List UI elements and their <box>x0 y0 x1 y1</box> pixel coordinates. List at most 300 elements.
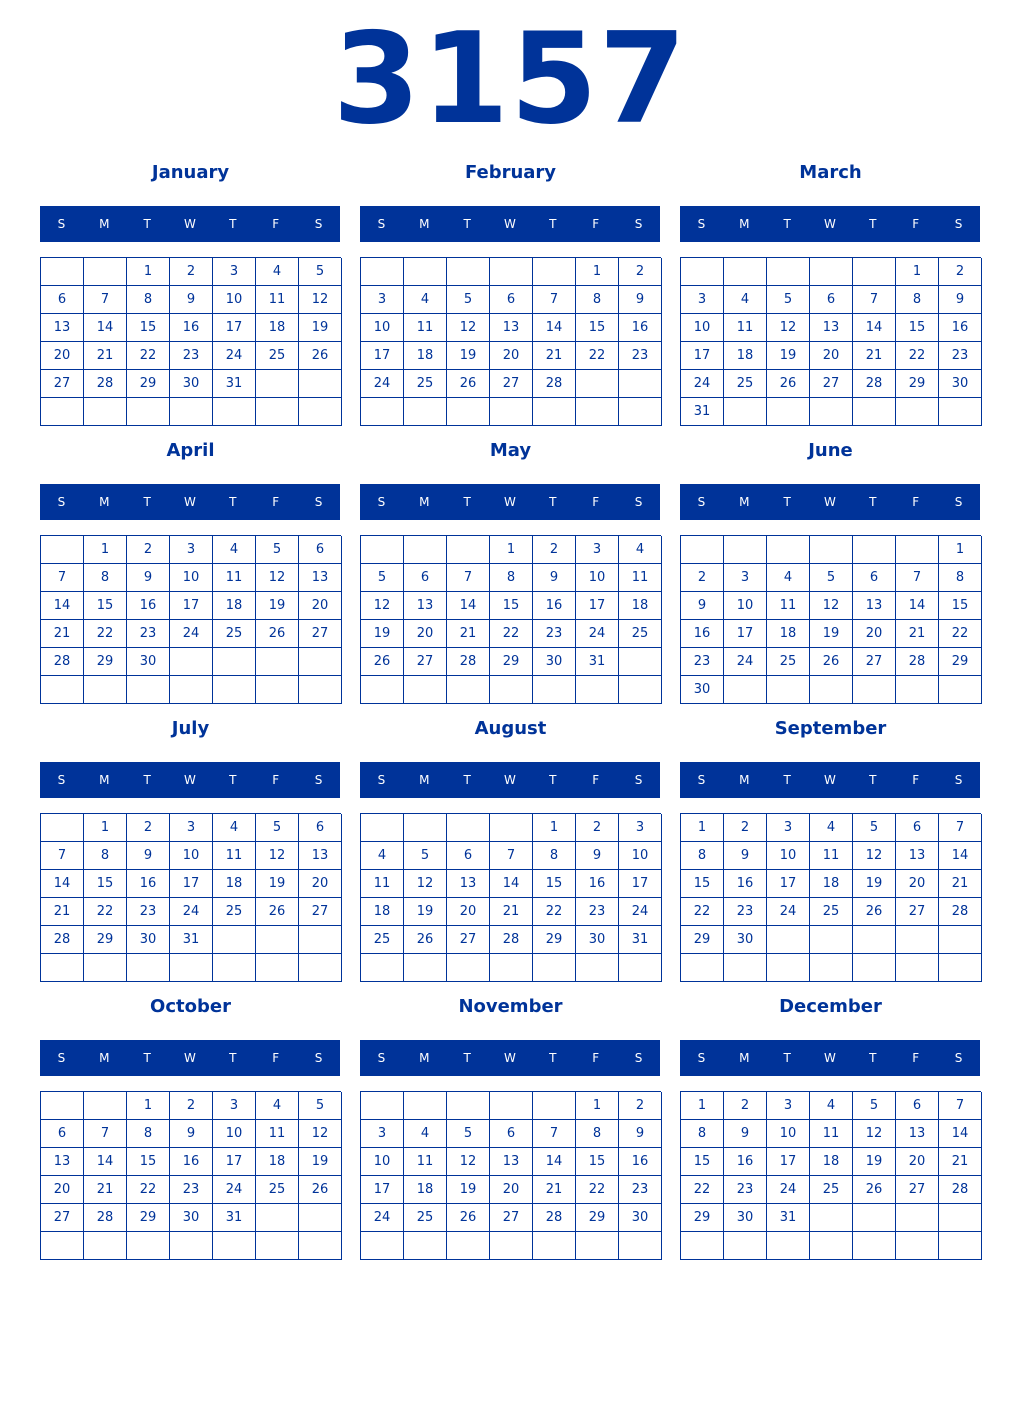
day-cell: 15 <box>576 314 619 342</box>
day-cell: 1 <box>681 1092 724 1120</box>
weekday-label: M <box>99 1051 110 1065</box>
day-cell: 13 <box>299 564 342 592</box>
day-cell: 8 <box>127 286 170 314</box>
day-cell: 10 <box>619 842 662 870</box>
weekday-label: T <box>783 217 791 231</box>
day-grid <box>680 257 981 426</box>
weekday-label: S <box>57 217 66 231</box>
empty-day-cell <box>213 398 256 426</box>
empty-day-cell <box>213 926 256 954</box>
day-cell: 8 <box>576 286 619 314</box>
weekday-label: W <box>184 1051 196 1065</box>
empty-day-cell <box>256 676 299 704</box>
empty-day-cell <box>256 370 299 398</box>
day-cell: 4 <box>361 842 404 870</box>
weekday-label: F <box>272 217 280 231</box>
day-cell: 23 <box>619 342 662 370</box>
weekday-label: F <box>592 773 600 787</box>
day-cell: 10 <box>170 564 213 592</box>
empty-day-cell <box>299 370 342 398</box>
day-cell: 12 <box>447 314 490 342</box>
empty-day-cell <box>404 536 447 564</box>
weekday-label: S <box>377 773 386 787</box>
empty-day-cell <box>853 398 896 426</box>
empty-day-cell <box>619 676 662 704</box>
day-cell: 26 <box>361 648 404 676</box>
day-cell: 9 <box>127 842 170 870</box>
day-cell: 16 <box>127 592 170 620</box>
weekday-label: T <box>463 773 471 787</box>
day-cell: 27 <box>447 926 490 954</box>
empty-day-cell <box>299 676 342 704</box>
empty-day-cell <box>490 1232 533 1260</box>
empty-day-cell <box>447 676 490 704</box>
day-cell: 12 <box>404 870 447 898</box>
day-cell: 2 <box>619 1092 662 1120</box>
day-cell: 2 <box>724 1092 767 1120</box>
weekday-label: S <box>377 495 386 509</box>
day-cell: 9 <box>576 842 619 870</box>
empty-day-cell <box>576 954 619 982</box>
day-cell: 4 <box>810 1092 853 1120</box>
day-cell: 24 <box>576 620 619 648</box>
day-cell: 18 <box>213 870 256 898</box>
empty-day-cell <box>490 676 533 704</box>
day-cell: 18 <box>619 592 662 620</box>
day-cell: 14 <box>84 314 127 342</box>
weekday-label: M <box>99 495 110 509</box>
day-cell: 24 <box>170 898 213 926</box>
day-cell: 19 <box>853 1148 896 1176</box>
empty-day-cell <box>170 648 213 676</box>
day-cell: 9 <box>533 564 576 592</box>
day-cell: 27 <box>490 370 533 398</box>
empty-day-cell <box>404 1092 447 1120</box>
day-grid <box>40 257 341 426</box>
weekday-label: W <box>504 773 516 787</box>
day-cell: 20 <box>299 870 342 898</box>
day-cell: 22 <box>127 1176 170 1204</box>
weekday-label: W <box>824 495 836 509</box>
day-cell: 8 <box>490 564 533 592</box>
day-cell: 10 <box>681 314 724 342</box>
day-cell: 9 <box>724 842 767 870</box>
empty-day-cell <box>361 258 404 286</box>
day-cell: 24 <box>361 1204 404 1232</box>
weekday-label: S <box>314 495 323 509</box>
empty-day-cell <box>767 258 810 286</box>
empty-day-cell <box>256 954 299 982</box>
day-cell: 1 <box>533 814 576 842</box>
day-cell: 20 <box>299 592 342 620</box>
day-cell: 27 <box>853 648 896 676</box>
day-cell: 22 <box>84 898 127 926</box>
day-cell: 26 <box>853 898 896 926</box>
day-grid <box>40 813 341 982</box>
day-cell: 6 <box>41 1120 84 1148</box>
empty-day-cell <box>447 1092 490 1120</box>
day-cell: 10 <box>213 1120 256 1148</box>
day-cell: 14 <box>896 592 939 620</box>
empty-day-cell <box>939 1204 982 1232</box>
month-name: December <box>779 996 882 1017</box>
day-cell: 20 <box>490 1176 533 1204</box>
empty-day-cell <box>256 1232 299 1260</box>
weekday-label: F <box>592 1051 600 1065</box>
day-cell: 1 <box>127 258 170 286</box>
day-cell: 12 <box>299 286 342 314</box>
weekday-header <box>680 762 980 798</box>
month-name: October <box>150 996 231 1017</box>
day-cell: 5 <box>404 842 447 870</box>
day-cell: 10 <box>213 286 256 314</box>
day-cell: 8 <box>84 842 127 870</box>
day-cell: 3 <box>170 814 213 842</box>
weekday-label: F <box>912 773 920 787</box>
day-cell: 21 <box>939 870 982 898</box>
month-november <box>360 992 661 1262</box>
empty-day-cell <box>41 1092 84 1120</box>
weekday-label: W <box>184 217 196 231</box>
weekday-label: S <box>697 495 706 509</box>
weekday-label: T <box>229 1051 237 1065</box>
weekday-label: W <box>184 495 196 509</box>
empty-day-cell <box>896 536 939 564</box>
day-grid <box>680 813 981 982</box>
weekday-label: S <box>314 773 323 787</box>
day-cell: 10 <box>361 314 404 342</box>
day-cell: 14 <box>41 592 84 620</box>
day-cell: 18 <box>213 592 256 620</box>
day-cell: 5 <box>361 564 404 592</box>
day-cell: 22 <box>896 342 939 370</box>
weekday-label: W <box>184 773 196 787</box>
empty-day-cell <box>213 648 256 676</box>
day-cell: 28 <box>939 1176 982 1204</box>
empty-day-cell <box>41 398 84 426</box>
day-cell: 14 <box>533 1148 576 1176</box>
empty-day-cell <box>619 370 662 398</box>
day-cell: 10 <box>576 564 619 592</box>
day-cell: 21 <box>490 898 533 926</box>
day-cell: 3 <box>361 1120 404 1148</box>
day-cell: 8 <box>681 1120 724 1148</box>
weekday-label: T <box>463 1051 471 1065</box>
day-cell: 8 <box>576 1120 619 1148</box>
day-cell: 23 <box>724 1176 767 1204</box>
day-cell: 6 <box>853 564 896 592</box>
empty-day-cell <box>576 370 619 398</box>
day-cell: 20 <box>810 342 853 370</box>
day-cell: 29 <box>681 1204 724 1232</box>
day-cell: 14 <box>939 842 982 870</box>
weekday-label: M <box>99 217 110 231</box>
day-cell: 19 <box>256 870 299 898</box>
day-cell: 31 <box>681 398 724 426</box>
day-cell: 4 <box>404 1120 447 1148</box>
weekday-label: T <box>869 773 877 787</box>
day-cell: 17 <box>361 342 404 370</box>
day-cell: 24 <box>361 370 404 398</box>
day-cell: 17 <box>576 592 619 620</box>
day-cell: 26 <box>299 342 342 370</box>
day-cell: 24 <box>213 342 256 370</box>
empty-day-cell <box>533 1232 576 1260</box>
day-cell: 3 <box>213 258 256 286</box>
empty-day-cell <box>170 398 213 426</box>
day-cell: 2 <box>127 536 170 564</box>
empty-day-cell <box>810 398 853 426</box>
day-cell: 28 <box>84 1204 127 1232</box>
empty-day-cell <box>767 954 810 982</box>
day-cell: 16 <box>170 314 213 342</box>
day-cell: 8 <box>533 842 576 870</box>
empty-day-cell <box>939 676 982 704</box>
empty-day-cell <box>533 398 576 426</box>
day-cell: 29 <box>127 1204 170 1232</box>
empty-day-cell <box>170 1232 213 1260</box>
day-cell: 26 <box>404 926 447 954</box>
day-cell: 19 <box>447 1176 490 1204</box>
weekday-label: S <box>634 773 643 787</box>
weekday-header <box>360 484 660 520</box>
weekday-label: T <box>783 773 791 787</box>
empty-day-cell <box>619 648 662 676</box>
day-cell: 21 <box>84 1176 127 1204</box>
day-cell: 27 <box>490 1204 533 1232</box>
day-cell: 28 <box>853 370 896 398</box>
day-cell: 22 <box>84 620 127 648</box>
day-cell: 8 <box>127 1120 170 1148</box>
day-cell: 18 <box>361 898 404 926</box>
day-cell: 23 <box>170 342 213 370</box>
empty-day-cell <box>299 1204 342 1232</box>
weekday-label: T <box>869 1051 877 1065</box>
day-cell: 28 <box>41 648 84 676</box>
weekday-label: F <box>912 1051 920 1065</box>
month-name: August <box>474 718 547 739</box>
day-cell: 26 <box>256 620 299 648</box>
day-cell: 15 <box>681 870 724 898</box>
day-cell: 31 <box>170 926 213 954</box>
day-cell: 6 <box>41 286 84 314</box>
day-cell: 13 <box>810 314 853 342</box>
day-cell: 7 <box>533 1120 576 1148</box>
day-cell: 2 <box>533 536 576 564</box>
day-cell: 18 <box>256 314 299 342</box>
day-cell: 21 <box>84 342 127 370</box>
empty-day-cell <box>767 536 810 564</box>
weekday-label: S <box>377 1051 386 1065</box>
empty-day-cell <box>853 926 896 954</box>
day-cell: 1 <box>127 1092 170 1120</box>
day-cell: 25 <box>256 342 299 370</box>
day-cell: 19 <box>810 620 853 648</box>
day-cell: 18 <box>810 870 853 898</box>
weekday-header <box>680 484 980 520</box>
day-cell: 20 <box>404 620 447 648</box>
day-cell: 7 <box>533 286 576 314</box>
empty-day-cell <box>490 398 533 426</box>
day-cell: 22 <box>576 1176 619 1204</box>
day-cell: 19 <box>853 870 896 898</box>
month-name: July <box>171 718 210 739</box>
day-cell: 28 <box>41 926 84 954</box>
day-cell: 6 <box>447 842 490 870</box>
empty-day-cell <box>533 676 576 704</box>
day-cell: 18 <box>810 1148 853 1176</box>
weekday-header <box>360 206 660 242</box>
day-cell: 25 <box>810 898 853 926</box>
day-cell: 24 <box>767 898 810 926</box>
weekday-header <box>360 762 660 798</box>
day-cell: 10 <box>767 1120 810 1148</box>
day-cell: 28 <box>84 370 127 398</box>
weekday-header <box>680 206 980 242</box>
day-cell: 23 <box>127 620 170 648</box>
weekday-label: T <box>229 217 237 231</box>
day-cell: 22 <box>681 1176 724 1204</box>
day-cell: 1 <box>576 258 619 286</box>
day-cell: 15 <box>127 1148 170 1176</box>
empty-day-cell <box>299 648 342 676</box>
day-cell: 4 <box>810 814 853 842</box>
empty-day-cell <box>404 954 447 982</box>
day-cell: 27 <box>896 898 939 926</box>
weekday-label: T <box>783 495 791 509</box>
day-cell: 10 <box>724 592 767 620</box>
day-cell: 21 <box>447 620 490 648</box>
day-cell: 28 <box>533 370 576 398</box>
day-cell: 5 <box>810 564 853 592</box>
day-cell: 23 <box>724 898 767 926</box>
day-cell: 18 <box>404 342 447 370</box>
empty-day-cell <box>810 1232 853 1260</box>
month-september <box>680 714 981 984</box>
empty-day-cell <box>256 1204 299 1232</box>
day-cell: 8 <box>896 286 939 314</box>
empty-day-cell <box>853 676 896 704</box>
day-cell: 16 <box>619 314 662 342</box>
empty-day-cell <box>533 258 576 286</box>
day-cell: 2 <box>127 814 170 842</box>
empty-day-cell <box>767 926 810 954</box>
day-cell: 25 <box>619 620 662 648</box>
month-february <box>360 158 661 428</box>
weekday-label: S <box>697 1051 706 1065</box>
day-cell: 8 <box>939 564 982 592</box>
day-cell: 26 <box>767 370 810 398</box>
day-cell: 20 <box>41 342 84 370</box>
weekday-header <box>40 762 340 798</box>
day-cell: 5 <box>853 814 896 842</box>
day-cell: 20 <box>447 898 490 926</box>
day-cell: 15 <box>84 592 127 620</box>
empty-day-cell <box>724 536 767 564</box>
empty-day-cell <box>767 398 810 426</box>
day-cell: 22 <box>490 620 533 648</box>
day-cell: 13 <box>41 1148 84 1176</box>
empty-day-cell <box>447 814 490 842</box>
weekday-label: W <box>504 495 516 509</box>
day-cell: 2 <box>576 814 619 842</box>
day-cell: 11 <box>361 870 404 898</box>
day-cell: 20 <box>490 342 533 370</box>
weekday-label: W <box>824 1051 836 1065</box>
empty-day-cell <box>939 398 982 426</box>
empty-day-cell <box>853 1204 896 1232</box>
month-name: September <box>774 718 887 739</box>
empty-day-cell <box>41 954 84 982</box>
month-name: March <box>799 162 862 183</box>
weekday-label: S <box>954 773 963 787</box>
empty-day-cell <box>619 398 662 426</box>
empty-day-cell <box>619 954 662 982</box>
day-cell: 17 <box>767 870 810 898</box>
day-cell: 17 <box>767 1148 810 1176</box>
day-cell: 30 <box>619 1204 662 1232</box>
weekday-label: S <box>634 217 643 231</box>
day-cell: 7 <box>490 842 533 870</box>
day-cell: 30 <box>576 926 619 954</box>
day-cell: 21 <box>939 1148 982 1176</box>
month-december <box>680 992 981 1262</box>
day-cell: 16 <box>619 1148 662 1176</box>
day-cell: 22 <box>576 342 619 370</box>
day-cell: 20 <box>896 870 939 898</box>
empty-day-cell <box>810 258 853 286</box>
day-cell: 24 <box>213 1176 256 1204</box>
day-cell: 15 <box>896 314 939 342</box>
day-cell: 2 <box>724 814 767 842</box>
weekday-label: S <box>314 1051 323 1065</box>
empty-day-cell <box>404 258 447 286</box>
day-cell: 6 <box>404 564 447 592</box>
weekday-label: T <box>783 1051 791 1065</box>
day-cell: 7 <box>939 814 982 842</box>
day-cell: 3 <box>576 536 619 564</box>
day-cell: 29 <box>533 926 576 954</box>
day-cell: 14 <box>853 314 896 342</box>
weekday-label: T <box>229 495 237 509</box>
day-cell: 13 <box>896 842 939 870</box>
day-cell: 4 <box>213 814 256 842</box>
day-cell: 2 <box>619 258 662 286</box>
weekday-label: T <box>549 1051 557 1065</box>
empty-day-cell <box>447 258 490 286</box>
empty-day-cell <box>681 1232 724 1260</box>
empty-day-cell <box>853 1232 896 1260</box>
empty-day-cell <box>41 1232 84 1260</box>
day-cell: 4 <box>619 536 662 564</box>
day-cell: 21 <box>896 620 939 648</box>
day-cell: 29 <box>896 370 939 398</box>
day-cell: 30 <box>170 1204 213 1232</box>
month-january <box>40 158 341 428</box>
day-cell: 15 <box>127 314 170 342</box>
weekday-label: T <box>549 495 557 509</box>
day-cell: 13 <box>41 314 84 342</box>
month-august <box>360 714 661 984</box>
day-cell: 26 <box>299 1176 342 1204</box>
day-cell: 9 <box>619 286 662 314</box>
day-cell: 18 <box>256 1148 299 1176</box>
day-cell: 31 <box>767 1204 810 1232</box>
day-cell: 7 <box>41 564 84 592</box>
empty-day-cell <box>619 1232 662 1260</box>
empty-day-cell <box>404 1232 447 1260</box>
day-cell: 14 <box>41 870 84 898</box>
